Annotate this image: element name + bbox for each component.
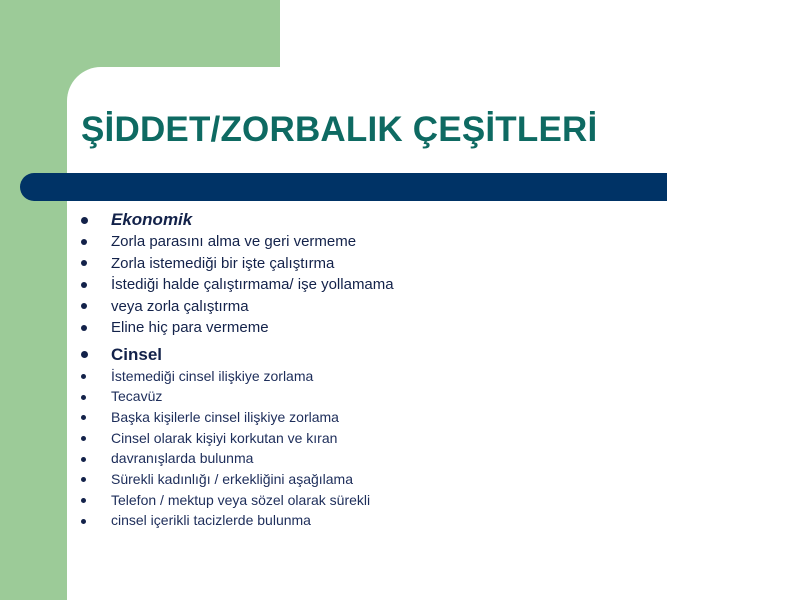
bullet-icon [81,374,86,379]
bullet-icon [81,217,88,224]
bullet-icon [81,351,88,358]
list-item-text: Tecavüz [111,388,163,405]
list-item [80,448,680,469]
section-heading-cinsel [80,343,680,366]
list-item-text: veya zorla çalıştırma [111,297,249,315]
list-item [80,231,680,253]
list-item-text: Zorla parasını alma ve geri vermeme [111,233,357,250]
list-item-text: Eline hiç para vermeme [111,319,269,336]
section-heading-ekonomik [80,208,680,231]
list-item [80,317,680,339]
heading-text: Ekonomik [111,210,193,229]
bullet-icon [81,395,86,400]
heading-text: Cinsel [111,344,163,364]
bullet-icon [81,457,86,462]
bullet-icon [81,325,87,331]
bullet-icon [81,239,87,245]
list-item [80,296,680,318]
list-item-text: Başka kişilerle cinsel ilişkiye zorlama [111,408,339,425]
title-underline-bar [20,173,667,201]
bullet-icon [81,519,86,524]
bullet-icon [81,303,87,309]
list-item [80,510,680,531]
bullet-icon [81,436,86,441]
list-item [80,469,680,490]
bullet-icon [81,498,86,503]
list-item-text: Zorla istemediği bir işte çalıştırma [111,254,335,272]
list-item-text: davranışlarda bulunma [111,450,254,467]
bullet-icon [81,477,86,482]
list-item-text: İstemediği cinsel ilişkiye zorlama [111,367,314,384]
list-item-text: Telefon / mektup veya sözel olarak sürekli [111,491,371,508]
list-item-text: Sürekli kadınlığı / erkekliğini aşağılama [111,470,354,487]
list-item [80,366,680,387]
list-item [80,490,680,511]
bullet-list [80,208,680,531]
list-item [80,253,680,275]
slide-title: ŞİDDET/ZORBALIK ÇEŞİTLERİ [81,110,598,149]
bullet-icon [81,260,87,266]
list-item [80,274,680,296]
list-item-text: İstediği halde çalıştırmama/ işe yollamama [111,276,394,293]
list-item [80,428,680,449]
list-item-text: Cinsel olarak kişiyi korkutan ve kıran [111,429,338,446]
list-item [80,386,680,407]
bullet-icon [81,282,87,288]
list-item-text: cinsel içerikli tacizlerde bulunma [111,512,311,529]
list-item [80,407,680,428]
bullet-icon [81,415,86,420]
